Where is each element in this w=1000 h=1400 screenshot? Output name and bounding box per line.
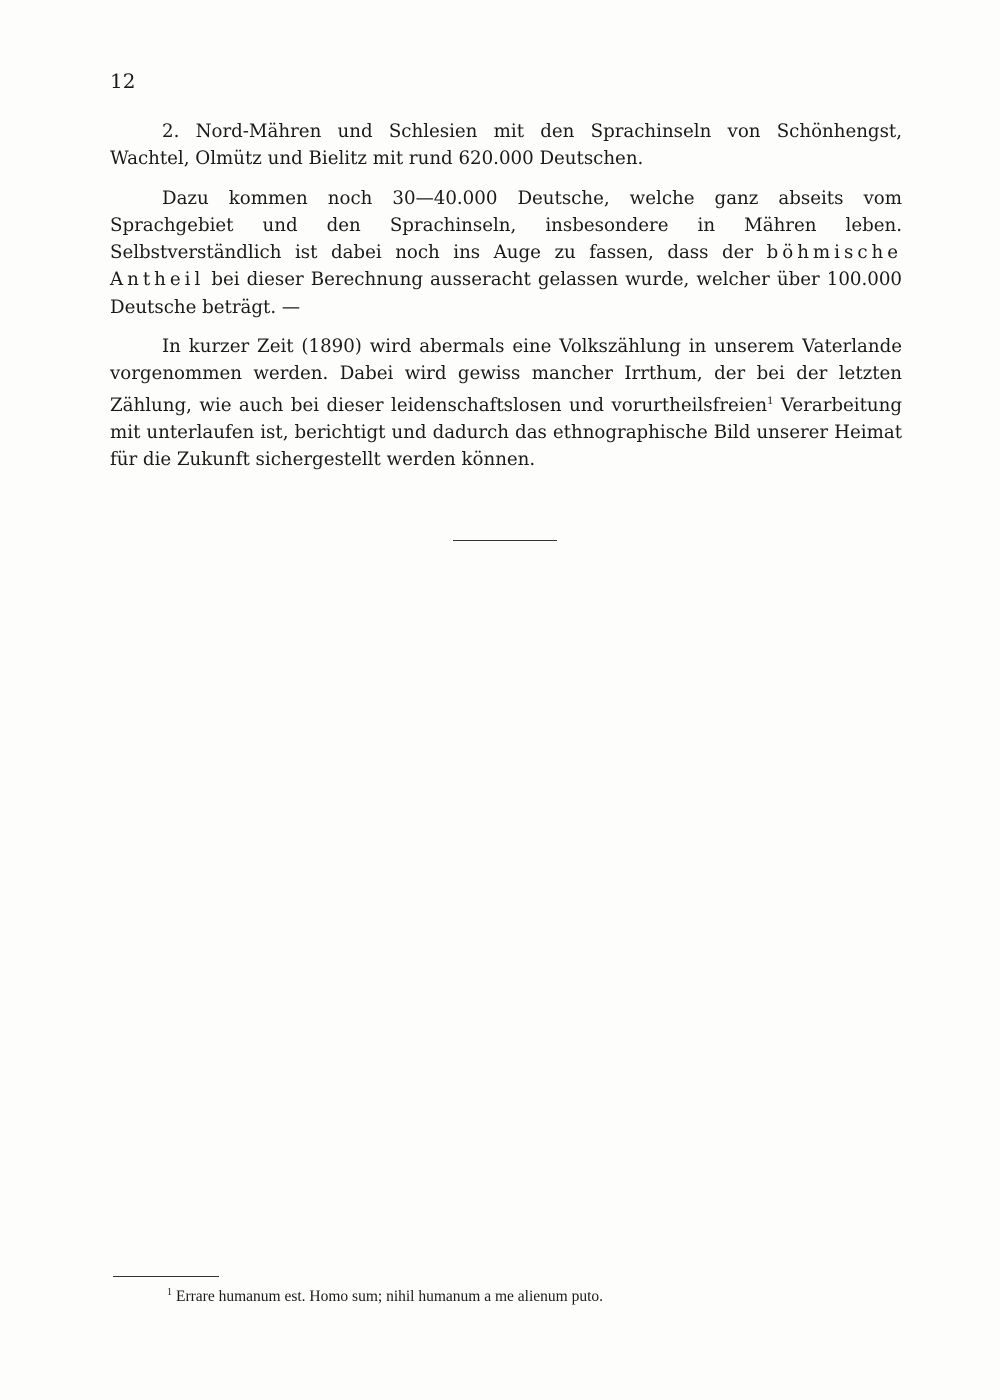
- paragraph-2: [110, 185, 902, 321]
- footnote: [167, 1282, 907, 1308]
- spaced-word-antheil: Antheil: [110, 269, 205, 291]
- footnote-marker: 1: [167, 1287, 172, 1298]
- body-text: [110, 118, 902, 486]
- spaced-word-boehmische: böhmische: [766, 242, 902, 264]
- footnote-rule: [113, 1276, 219, 1277]
- paragraph-2-text-a: Dazu kommen noch 30—40.000 Deutsche, welche ganz abseits vom Sprachgebiet und den Sprachinseln, insbesondere in Mähren leben. Selbstverständlich ist dabei noch ins Auge zu fassen, dass der: [110, 187, 902, 264]
- paragraph-3-text-b: Verarbeitung mit unterlaufen ist, berichtigt und dadurch das ethnographische Bild unserer Heimat für die Zukunft sichergestellt werden können.: [110, 394, 902, 471]
- paragraph-1: 2. Nord-Mähren und Schlesien mit den Sprachinseln von Schönhengst, Wachtel, Olmütz und Bielitz mit rund 620.000 Deutschen.: [110, 121, 902, 170]
- footnote-reference: 1: [767, 395, 774, 407]
- paragraph-3: [110, 333, 902, 474]
- section-divider: [453, 540, 557, 541]
- paragraph-3-text-a: In kurzer Zeit (1890) wird abermals eine Volkszählung in unserem Vaterlande vorgenommen werden. Dabei wird gewiss mancher Irrthum, der bei der letzten Zählung, wie auch bei dieser leidenschaftslosen und vorurtheilsfreien: [110, 336, 902, 416]
- footnote-text: Errare humanum est. Homo sum; nihil humanum a me alienum puto.: [176, 1288, 604, 1306]
- paragraph-2-text-e: bei dieser Berechnung ausseracht gelassen wurde, welcher über 100.000 Deutsche beträgt. —: [110, 269, 902, 318]
- page-number: 12: [110, 69, 136, 93]
